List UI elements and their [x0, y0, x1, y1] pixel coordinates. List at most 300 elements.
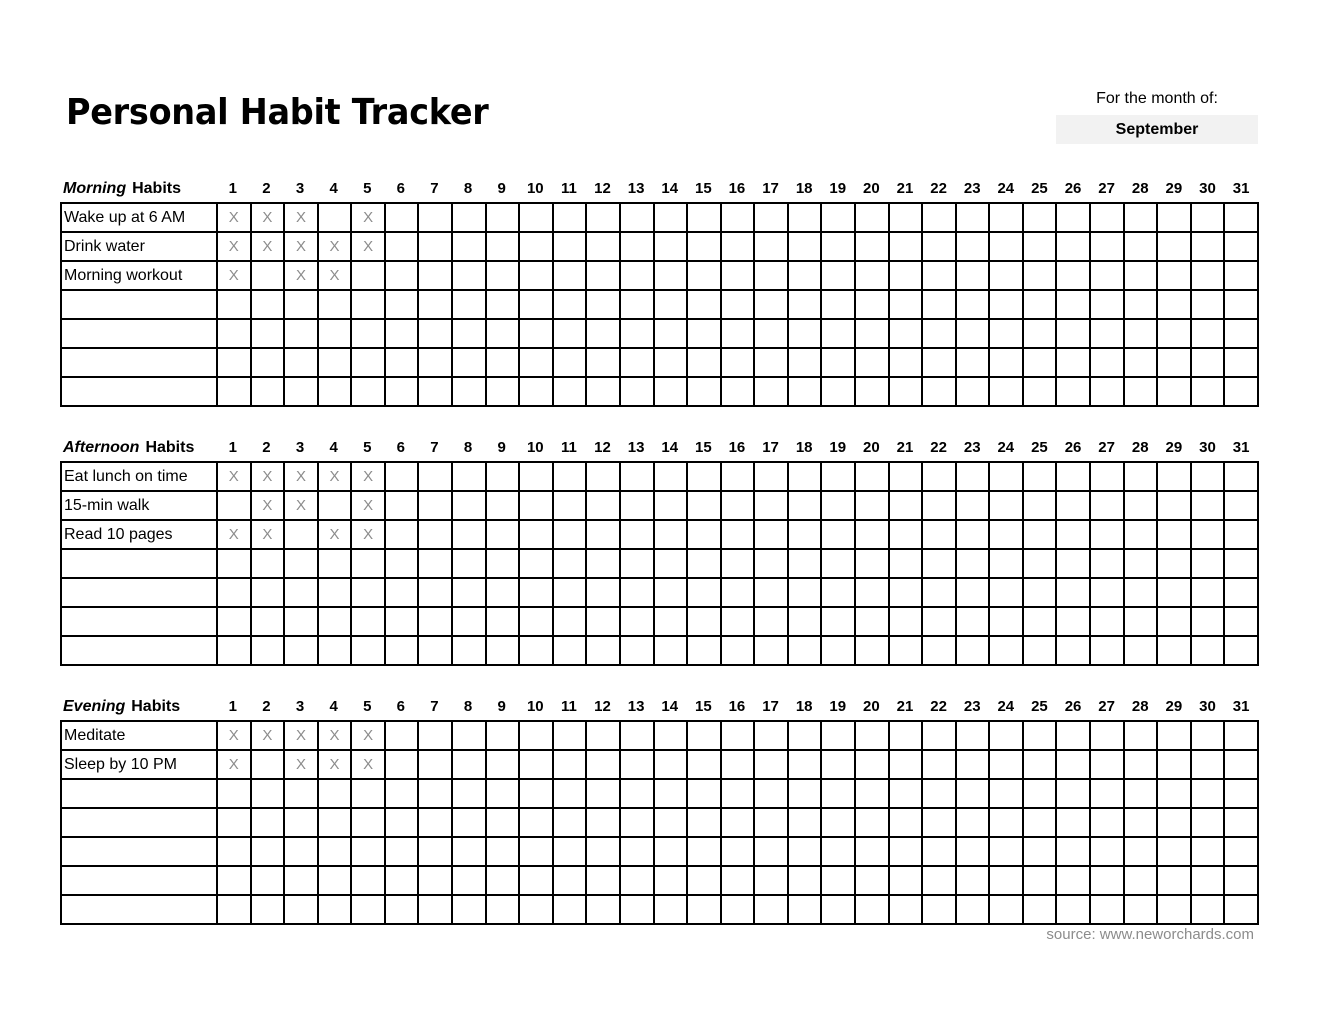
day-cell-checked[interactable]: X [318, 721, 352, 750]
day-cell[interactable] [989, 607, 1023, 636]
day-cell[interactable] [922, 750, 956, 779]
day-cell[interactable] [1056, 348, 1090, 377]
day-cell[interactable] [855, 232, 889, 261]
day-cell[interactable] [687, 520, 721, 549]
day-cell[interactable] [1023, 520, 1057, 549]
day-cell[interactable] [889, 319, 923, 348]
day-cell[interactable] [956, 779, 990, 808]
day-cell[interactable] [385, 261, 419, 290]
habit-name-cell[interactable] [61, 837, 217, 866]
day-cell[interactable] [1191, 203, 1225, 232]
day-cell[interactable] [821, 808, 855, 837]
day-cell[interactable] [1191, 750, 1225, 779]
day-cell[interactable] [754, 607, 788, 636]
day-cell[interactable] [654, 636, 688, 665]
day-cell[interactable] [217, 607, 251, 636]
day-cell[interactable] [989, 549, 1023, 578]
day-cell[interactable] [385, 549, 419, 578]
day-cell[interactable] [1124, 895, 1158, 924]
day-cell[interactable] [1191, 491, 1225, 520]
day-cell[interactable] [586, 520, 620, 549]
day-cell[interactable] [989, 203, 1023, 232]
day-cell[interactable] [519, 491, 553, 520]
day-cell[interactable] [821, 750, 855, 779]
day-cell[interactable] [1191, 462, 1225, 491]
day-cell[interactable] [889, 520, 923, 549]
day-cell[interactable] [418, 290, 452, 319]
day-cell[interactable] [889, 462, 923, 491]
day-cell[interactable] [788, 290, 822, 319]
day-cell[interactable] [553, 837, 587, 866]
day-cell[interactable] [217, 348, 251, 377]
day-cell[interactable] [956, 808, 990, 837]
day-cell[interactable] [620, 779, 654, 808]
day-cell[interactable] [486, 462, 520, 491]
day-cell[interactable] [788, 808, 822, 837]
day-cell[interactable] [1056, 520, 1090, 549]
day-cell[interactable] [654, 895, 688, 924]
day-cell[interactable] [284, 866, 318, 895]
day-cell[interactable] [889, 607, 923, 636]
day-cell[interactable] [385, 520, 419, 549]
day-cell-checked[interactable]: X [318, 232, 352, 261]
day-cell[interactable] [721, 377, 755, 406]
day-cell[interactable] [922, 895, 956, 924]
day-cell[interactable] [318, 636, 352, 665]
day-cell[interactable] [687, 866, 721, 895]
day-cell[interactable] [654, 348, 688, 377]
day-cell[interactable] [1124, 549, 1158, 578]
day-cell[interactable] [821, 491, 855, 520]
day-cell[interactable] [1124, 462, 1158, 491]
day-cell[interactable] [620, 549, 654, 578]
day-cell[interactable] [1224, 377, 1258, 406]
day-cell[interactable] [217, 549, 251, 578]
day-cell[interactable] [1157, 750, 1191, 779]
day-cell[interactable] [788, 636, 822, 665]
day-cell[interactable] [1090, 636, 1124, 665]
day-cell[interactable] [620, 750, 654, 779]
day-cell[interactable] [586, 750, 620, 779]
day-cell[interactable] [1124, 261, 1158, 290]
day-cell[interactable] [452, 377, 486, 406]
day-cell[interactable] [654, 232, 688, 261]
day-cell[interactable] [217, 895, 251, 924]
day-cell[interactable] [251, 348, 285, 377]
day-cell[interactable] [1023, 750, 1057, 779]
day-cell[interactable] [418, 348, 452, 377]
day-cell[interactable] [1224, 779, 1258, 808]
day-cell[interactable] [385, 837, 419, 866]
day-cell[interactable] [1191, 232, 1225, 261]
day-cell[interactable] [821, 779, 855, 808]
day-cell[interactable] [889, 808, 923, 837]
day-cell[interactable] [318, 377, 352, 406]
day-cell[interactable] [821, 895, 855, 924]
day-cell[interactable] [1056, 261, 1090, 290]
day-cell[interactable] [519, 895, 553, 924]
day-cell[interactable] [922, 808, 956, 837]
day-cell[interactable] [754, 578, 788, 607]
day-cell-checked[interactable]: X [217, 232, 251, 261]
day-cell-checked[interactable]: X [351, 462, 385, 491]
day-cell[interactable] [1157, 290, 1191, 319]
day-cell[interactable] [519, 866, 553, 895]
day-cell[interactable] [687, 290, 721, 319]
day-cell[interactable] [1056, 779, 1090, 808]
day-cell[interactable] [956, 895, 990, 924]
day-cell[interactable] [553, 750, 587, 779]
day-cell[interactable] [620, 578, 654, 607]
day-cell[interactable] [385, 232, 419, 261]
day-cell[interactable] [721, 779, 755, 808]
day-cell[interactable] [1124, 520, 1158, 549]
day-cell[interactable] [1056, 319, 1090, 348]
day-cell[interactable] [486, 377, 520, 406]
day-cell[interactable] [687, 578, 721, 607]
day-cell[interactable] [251, 290, 285, 319]
day-cell[interactable] [1023, 348, 1057, 377]
day-cell[interactable] [452, 750, 486, 779]
day-cell[interactable] [1023, 721, 1057, 750]
day-cell[interactable] [620, 721, 654, 750]
day-cell[interactable] [889, 232, 923, 261]
day-cell[interactable] [821, 319, 855, 348]
day-cell[interactable] [251, 636, 285, 665]
day-cell[interactable] [418, 895, 452, 924]
day-cell[interactable] [989, 808, 1023, 837]
day-cell[interactable] [586, 232, 620, 261]
day-cell[interactable] [855, 319, 889, 348]
day-cell[interactable] [922, 232, 956, 261]
day-cell-checked[interactable]: X [351, 721, 385, 750]
day-cell[interactable] [452, 779, 486, 808]
month-field[interactable]: September [1056, 115, 1258, 144]
day-cell[interactable] [654, 866, 688, 895]
day-cell[interactable] [1124, 203, 1158, 232]
day-cell[interactable] [1124, 377, 1158, 406]
day-cell[interactable] [922, 261, 956, 290]
day-cell[interactable] [889, 290, 923, 319]
day-cell-checked[interactable]: X [351, 232, 385, 261]
day-cell[interactable] [385, 491, 419, 520]
day-cell[interactable] [721, 895, 755, 924]
day-cell[interactable] [1056, 203, 1090, 232]
day-cell[interactable] [922, 636, 956, 665]
day-cell[interactable] [351, 808, 385, 837]
day-cell[interactable] [855, 578, 889, 607]
day-cell-checked[interactable]: X [351, 750, 385, 779]
day-cell[interactable] [687, 319, 721, 348]
day-cell[interactable] [721, 261, 755, 290]
day-cell[interactable] [654, 319, 688, 348]
day-cell-checked[interactable]: X [284, 232, 318, 261]
day-cell[interactable] [217, 290, 251, 319]
day-cell[interactable] [620, 377, 654, 406]
day-cell[interactable] [1157, 895, 1191, 924]
day-cell[interactable] [721, 290, 755, 319]
day-cell[interactable] [721, 607, 755, 636]
day-cell[interactable] [385, 808, 419, 837]
day-cell[interactable] [754, 203, 788, 232]
day-cell[interactable] [1023, 779, 1057, 808]
day-cell[interactable] [1056, 636, 1090, 665]
day-cell[interactable] [553, 895, 587, 924]
day-cell[interactable] [821, 636, 855, 665]
day-cell[interactable] [721, 232, 755, 261]
day-cell[interactable] [788, 491, 822, 520]
day-cell[interactable] [956, 636, 990, 665]
day-cell[interactable] [1224, 462, 1258, 491]
day-cell[interactable] [418, 837, 452, 866]
day-cell[interactable] [1224, 203, 1258, 232]
habit-name-cell[interactable]: Morning workout [61, 261, 217, 290]
day-cell[interactable] [687, 232, 721, 261]
day-cell[interactable] [754, 462, 788, 491]
day-cell[interactable] [1224, 578, 1258, 607]
day-cell[interactable] [418, 721, 452, 750]
day-cell[interactable] [889, 837, 923, 866]
day-cell[interactable] [251, 377, 285, 406]
day-cell[interactable] [251, 261, 285, 290]
habit-name-cell[interactable] [61, 607, 217, 636]
day-cell[interactable] [687, 607, 721, 636]
day-cell[interactable] [553, 636, 587, 665]
day-cell[interactable] [452, 895, 486, 924]
day-cell[interactable] [452, 319, 486, 348]
day-cell[interactable] [1124, 721, 1158, 750]
day-cell[interactable] [486, 607, 520, 636]
day-cell[interactable] [418, 319, 452, 348]
day-cell[interactable] [721, 750, 755, 779]
day-cell[interactable] [788, 750, 822, 779]
day-cell[interactable] [452, 520, 486, 549]
day-cell[interactable] [889, 636, 923, 665]
day-cell[interactable] [989, 866, 1023, 895]
day-cell[interactable] [385, 636, 419, 665]
day-cell[interactable] [754, 866, 788, 895]
day-cell[interactable] [284, 607, 318, 636]
day-cell[interactable] [452, 348, 486, 377]
day-cell[interactable] [586, 779, 620, 808]
day-cell[interactable] [519, 578, 553, 607]
day-cell[interactable] [519, 520, 553, 549]
day-cell[interactable] [855, 750, 889, 779]
day-cell[interactable] [486, 290, 520, 319]
day-cell[interactable] [1056, 578, 1090, 607]
day-cell[interactable] [553, 520, 587, 549]
day-cell-checked[interactable]: X [217, 203, 251, 232]
day-cell[interactable] [620, 261, 654, 290]
day-cell[interactable] [519, 750, 553, 779]
day-cell[interactable] [1224, 520, 1258, 549]
day-cell[interactable] [855, 636, 889, 665]
day-cell[interactable] [687, 462, 721, 491]
day-cell[interactable] [586, 462, 620, 491]
day-cell[interactable] [1191, 837, 1225, 866]
day-cell[interactable] [620, 607, 654, 636]
day-cell[interactable] [318, 578, 352, 607]
day-cell[interactable] [553, 721, 587, 750]
day-cell[interactable] [922, 520, 956, 549]
day-cell[interactable] [654, 377, 688, 406]
day-cell[interactable] [721, 578, 755, 607]
day-cell[interactable] [452, 232, 486, 261]
day-cell[interactable] [251, 750, 285, 779]
day-cell[interactable] [922, 203, 956, 232]
day-cell[interactable] [922, 607, 956, 636]
day-cell[interactable] [889, 491, 923, 520]
day-cell[interactable] [1157, 866, 1191, 895]
day-cell[interactable] [418, 578, 452, 607]
day-cell[interactable] [956, 491, 990, 520]
day-cell[interactable] [385, 319, 419, 348]
day-cell[interactable] [1157, 578, 1191, 607]
day-cell[interactable] [519, 462, 553, 491]
day-cell-checked[interactable]: X [318, 261, 352, 290]
day-cell[interactable] [251, 808, 285, 837]
day-cell[interactable] [217, 578, 251, 607]
day-cell[interactable] [1023, 866, 1057, 895]
day-cell[interactable] [821, 348, 855, 377]
day-cell[interactable] [620, 520, 654, 549]
day-cell[interactable] [318, 808, 352, 837]
day-cell[interactable] [1056, 232, 1090, 261]
day-cell[interactable] [1157, 348, 1191, 377]
day-cell[interactable] [1090, 491, 1124, 520]
day-cell[interactable] [989, 721, 1023, 750]
day-cell[interactable] [1023, 549, 1057, 578]
day-cell[interactable] [922, 462, 956, 491]
day-cell[interactable] [1191, 549, 1225, 578]
day-cell[interactable] [1090, 203, 1124, 232]
day-cell[interactable] [318, 895, 352, 924]
day-cell[interactable] [956, 203, 990, 232]
day-cell[interactable] [1023, 261, 1057, 290]
day-cell[interactable] [1056, 866, 1090, 895]
day-cell[interactable] [553, 549, 587, 578]
day-cell[interactable] [1224, 721, 1258, 750]
day-cell[interactable] [385, 721, 419, 750]
habit-name-cell[interactable] [61, 549, 217, 578]
day-cell[interactable] [989, 491, 1023, 520]
day-cell[interactable] [989, 377, 1023, 406]
day-cell[interactable] [452, 578, 486, 607]
day-cell[interactable] [553, 779, 587, 808]
habit-name-cell[interactable] [61, 377, 217, 406]
day-cell[interactable] [284, 895, 318, 924]
day-cell[interactable] [922, 319, 956, 348]
day-cell-checked[interactable]: X [351, 520, 385, 549]
day-cell[interactable] [318, 779, 352, 808]
day-cell[interactable] [418, 750, 452, 779]
day-cell[interactable] [251, 607, 285, 636]
day-cell-checked[interactable]: X [318, 520, 352, 549]
day-cell[interactable] [956, 607, 990, 636]
day-cell[interactable] [586, 895, 620, 924]
habit-name-cell[interactable]: Drink water [61, 232, 217, 261]
day-cell-checked[interactable]: X [318, 750, 352, 779]
day-cell[interactable] [1090, 721, 1124, 750]
day-cell[interactable] [586, 203, 620, 232]
day-cell[interactable] [318, 290, 352, 319]
day-cell[interactable] [989, 319, 1023, 348]
day-cell[interactable] [1124, 607, 1158, 636]
day-cell[interactable] [889, 578, 923, 607]
day-cell[interactable] [889, 261, 923, 290]
day-cell[interactable] [217, 779, 251, 808]
day-cell[interactable] [418, 232, 452, 261]
day-cell[interactable] [654, 549, 688, 578]
day-cell[interactable] [1224, 348, 1258, 377]
day-cell[interactable] [687, 779, 721, 808]
day-cell[interactable] [1090, 779, 1124, 808]
day-cell[interactable] [620, 290, 654, 319]
day-cell[interactable] [654, 462, 688, 491]
day-cell[interactable] [754, 636, 788, 665]
day-cell[interactable] [452, 203, 486, 232]
day-cell[interactable] [318, 866, 352, 895]
day-cell[interactable] [452, 721, 486, 750]
day-cell[interactable] [351, 319, 385, 348]
day-cell-checked[interactable]: X [251, 721, 285, 750]
day-cell-checked[interactable]: X [251, 232, 285, 261]
day-cell[interactable] [217, 319, 251, 348]
day-cell[interactable] [452, 261, 486, 290]
habit-name-cell[interactable]: 15-min walk [61, 491, 217, 520]
day-cell[interactable] [654, 290, 688, 319]
day-cell[interactable] [821, 549, 855, 578]
day-cell[interactable] [1090, 462, 1124, 491]
day-cell[interactable] [1157, 520, 1191, 549]
day-cell[interactable] [654, 607, 688, 636]
day-cell[interactable] [519, 290, 553, 319]
day-cell[interactable] [486, 750, 520, 779]
day-cell[interactable] [284, 808, 318, 837]
day-cell[interactable] [418, 203, 452, 232]
day-cell[interactable] [351, 895, 385, 924]
day-cell[interactable] [1090, 837, 1124, 866]
day-cell[interactable] [251, 779, 285, 808]
day-cell[interactable] [418, 261, 452, 290]
day-cell[interactable] [1023, 290, 1057, 319]
day-cell[interactable] [1023, 607, 1057, 636]
day-cell[interactable] [519, 549, 553, 578]
day-cell[interactable] [754, 232, 788, 261]
day-cell[interactable] [1191, 866, 1225, 895]
day-cell[interactable] [486, 895, 520, 924]
day-cell[interactable] [956, 377, 990, 406]
day-cell[interactable] [1090, 319, 1124, 348]
day-cell[interactable] [385, 348, 419, 377]
day-cell-checked[interactable]: X [284, 261, 318, 290]
day-cell[interactable] [754, 549, 788, 578]
day-cell[interactable] [855, 895, 889, 924]
day-cell[interactable] [687, 203, 721, 232]
day-cell[interactable] [452, 636, 486, 665]
day-cell[interactable] [553, 808, 587, 837]
habit-name-cell[interactable] [61, 578, 217, 607]
day-cell[interactable] [1056, 750, 1090, 779]
day-cell[interactable] [318, 607, 352, 636]
day-cell[interactable] [989, 895, 1023, 924]
day-cell[interactable] [1157, 549, 1191, 578]
day-cell-checked[interactable]: X [284, 721, 318, 750]
day-cell[interactable] [855, 348, 889, 377]
day-cell[interactable] [855, 549, 889, 578]
day-cell[interactable] [452, 491, 486, 520]
day-cell[interactable] [418, 377, 452, 406]
